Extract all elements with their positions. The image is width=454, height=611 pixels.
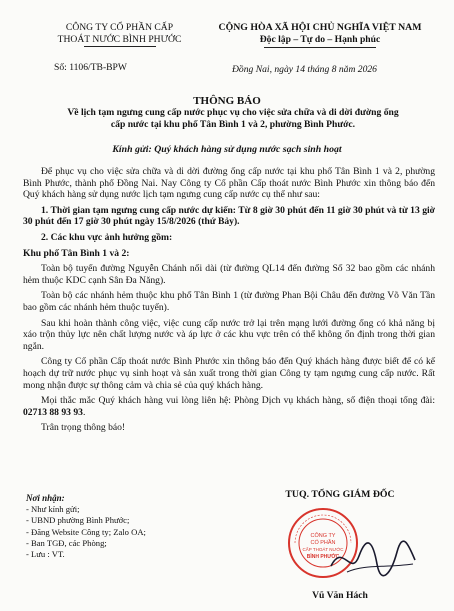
signature-block [245,489,435,601]
notice-subject [40,107,426,130]
company-name-line2: THOÁT NƯỚC BÌNH PHƯỚC [57,33,182,45]
area-2: Toàn bộ các nhánh hẻm thuộc khu phố Tân Bình 1 (từ đường Phan Bội Châu đến đường Võ Văn Tần bao gồm các nhánh hẻm thuộc tuyến). [23,290,435,313]
subject-line-2: cấp nước tại khu phố Tân Bình 1 và 2, phường Bình Phước. [110,118,356,130]
recipient-item: - Lưu : VT. [26,549,65,560]
recipient-item: - Như kính gửi; [26,504,80,515]
national-motto: Độc lập – Tự do – Hạnh phúc [259,34,381,45]
contact-text: Mọi thắc mắc Quý khách hàng vui lòng liên hệ: Phòng Dịch vụ khách hàng, số điện thoại tổng đài: [41,395,435,407]
apology-paragraph: Công ty Cổ phần Cấp thoát nước Bình Phước xin thông báo đến Quý khách hàng được biết để có kế hoạch dự trữ nước phục vụ sinh hoạt và sản xuất trong thời gian Công ty tạm ngưng cung cấp nước. Rất mong nhận được sự thông cảm và chia sẻ của quý khách hàng. [23,356,435,391]
svg-text:CẤP THOÁT NƯỚC: CẤP THOÁT NƯỚC [302,547,344,552]
svg-text:CỔ PHẦN: CỔ PHẦN [310,540,336,546]
signer-role: TUQ. TỔNG GIÁM ĐỐC [285,489,395,500]
after-paragraph: Sau khi hoàn thành công việc, việc cung cấp nước trở lại trên mạng lưới đường ống có khả năng bị xáo trộn thủy lực nên chất lượng nước và áp lực ở các khu vực trên có thể không ổn định trong thời gian ngắn. [23,317,435,352]
signer-name: Vũ Văn Hách [312,590,368,601]
handwritten-signature [325,534,420,589]
schedule-item: 1. Thời gian tạm ngưng cung cấp nước dự kiến: Từ 8 giờ 30 phút đến 11 giờ 30 phút và từ 13 giờ 30 phút đến 17 giờ 30 phút ngày 15/8/2026 (thứ Bảy). [23,204,435,228]
recipient-item: - UBND phường Bình Phước; [26,515,130,526]
recipient-item: - Đăng Website Công ty; Zalo OA; [26,526,146,537]
document-date: Đồng Nai, ngày 14 tháng 8 năm 2026 [232,64,377,75]
svg-text:CÔNG TY: CÔNG TY [310,533,336,539]
svg-text:BÌNH PHƯỚC: BÌNH PHƯỚC [306,554,340,560]
area-1: Toàn bộ tuyến đường Nguyễn Chánh nối dài (từ đường QL14 đến đường Số 32 bao gồm các nhánh hẻm thuộc KDC cạnh Sân Đa Năng). [23,263,435,286]
recipients-heading: Nơi nhận: [26,493,65,503]
motto-underline [264,47,376,48]
addressee: Kính gửi: Quý khách hàng sử dụng nước sạch sinh hoạt [112,144,342,155]
hotline-number: 02713 88 93 93 [23,406,83,418]
notice-body [23,166,435,438]
notice-title: THÔNG BÁO [193,95,261,107]
recipients-block [26,493,146,560]
company-underline [84,46,156,47]
affected-areas-item: 2. Các khu vực ảnh hưởng gồm: [41,231,173,243]
national-header [195,22,445,48]
intro-paragraph: Để phục vụ cho việc sửa chữa và di dời đường ống cấp nước tại khu phố Tân Bình 1 và 2, phường Bình Phước, thành phố Đồng Nai. Nay Công ty Cổ phần Cấp thoát nước Bình Phước xin thông báo đến Quý khách hàng sử dụng nước lịch tạm ngưng cung cấp nước cụ thể như sau: [23,166,435,201]
document-number: Số: 1106/TB-BPW [54,62,127,73]
company-header [52,22,187,47]
contact-paragraph: Mọi thắc mắc Quý khách hàng vui lòng liên hệ: Phòng Dịch vụ khách hàng, số điện thoại tổng đài: 02713 88 93 93. [23,395,435,418]
company-name-line1: CÔNG TY CỔ PHẦN CẤP [65,22,174,33]
recipient-item: - Ban TGĐ, các Phòng; [26,537,107,548]
closing-line: Trân trọng thông báo! [41,422,126,434]
subject-line-1: Về lịch tạm ngưng cung cấp nước phục vụ cho việc sửa chữa và di dời đường ống [67,107,399,118]
nation-name: CỘNG HÒA XÃ HỘI CHỦ NGHĨA VIỆT NAM [218,22,422,33]
area-title: Khu phố Tân Bình 1 và 2: [23,247,130,259]
